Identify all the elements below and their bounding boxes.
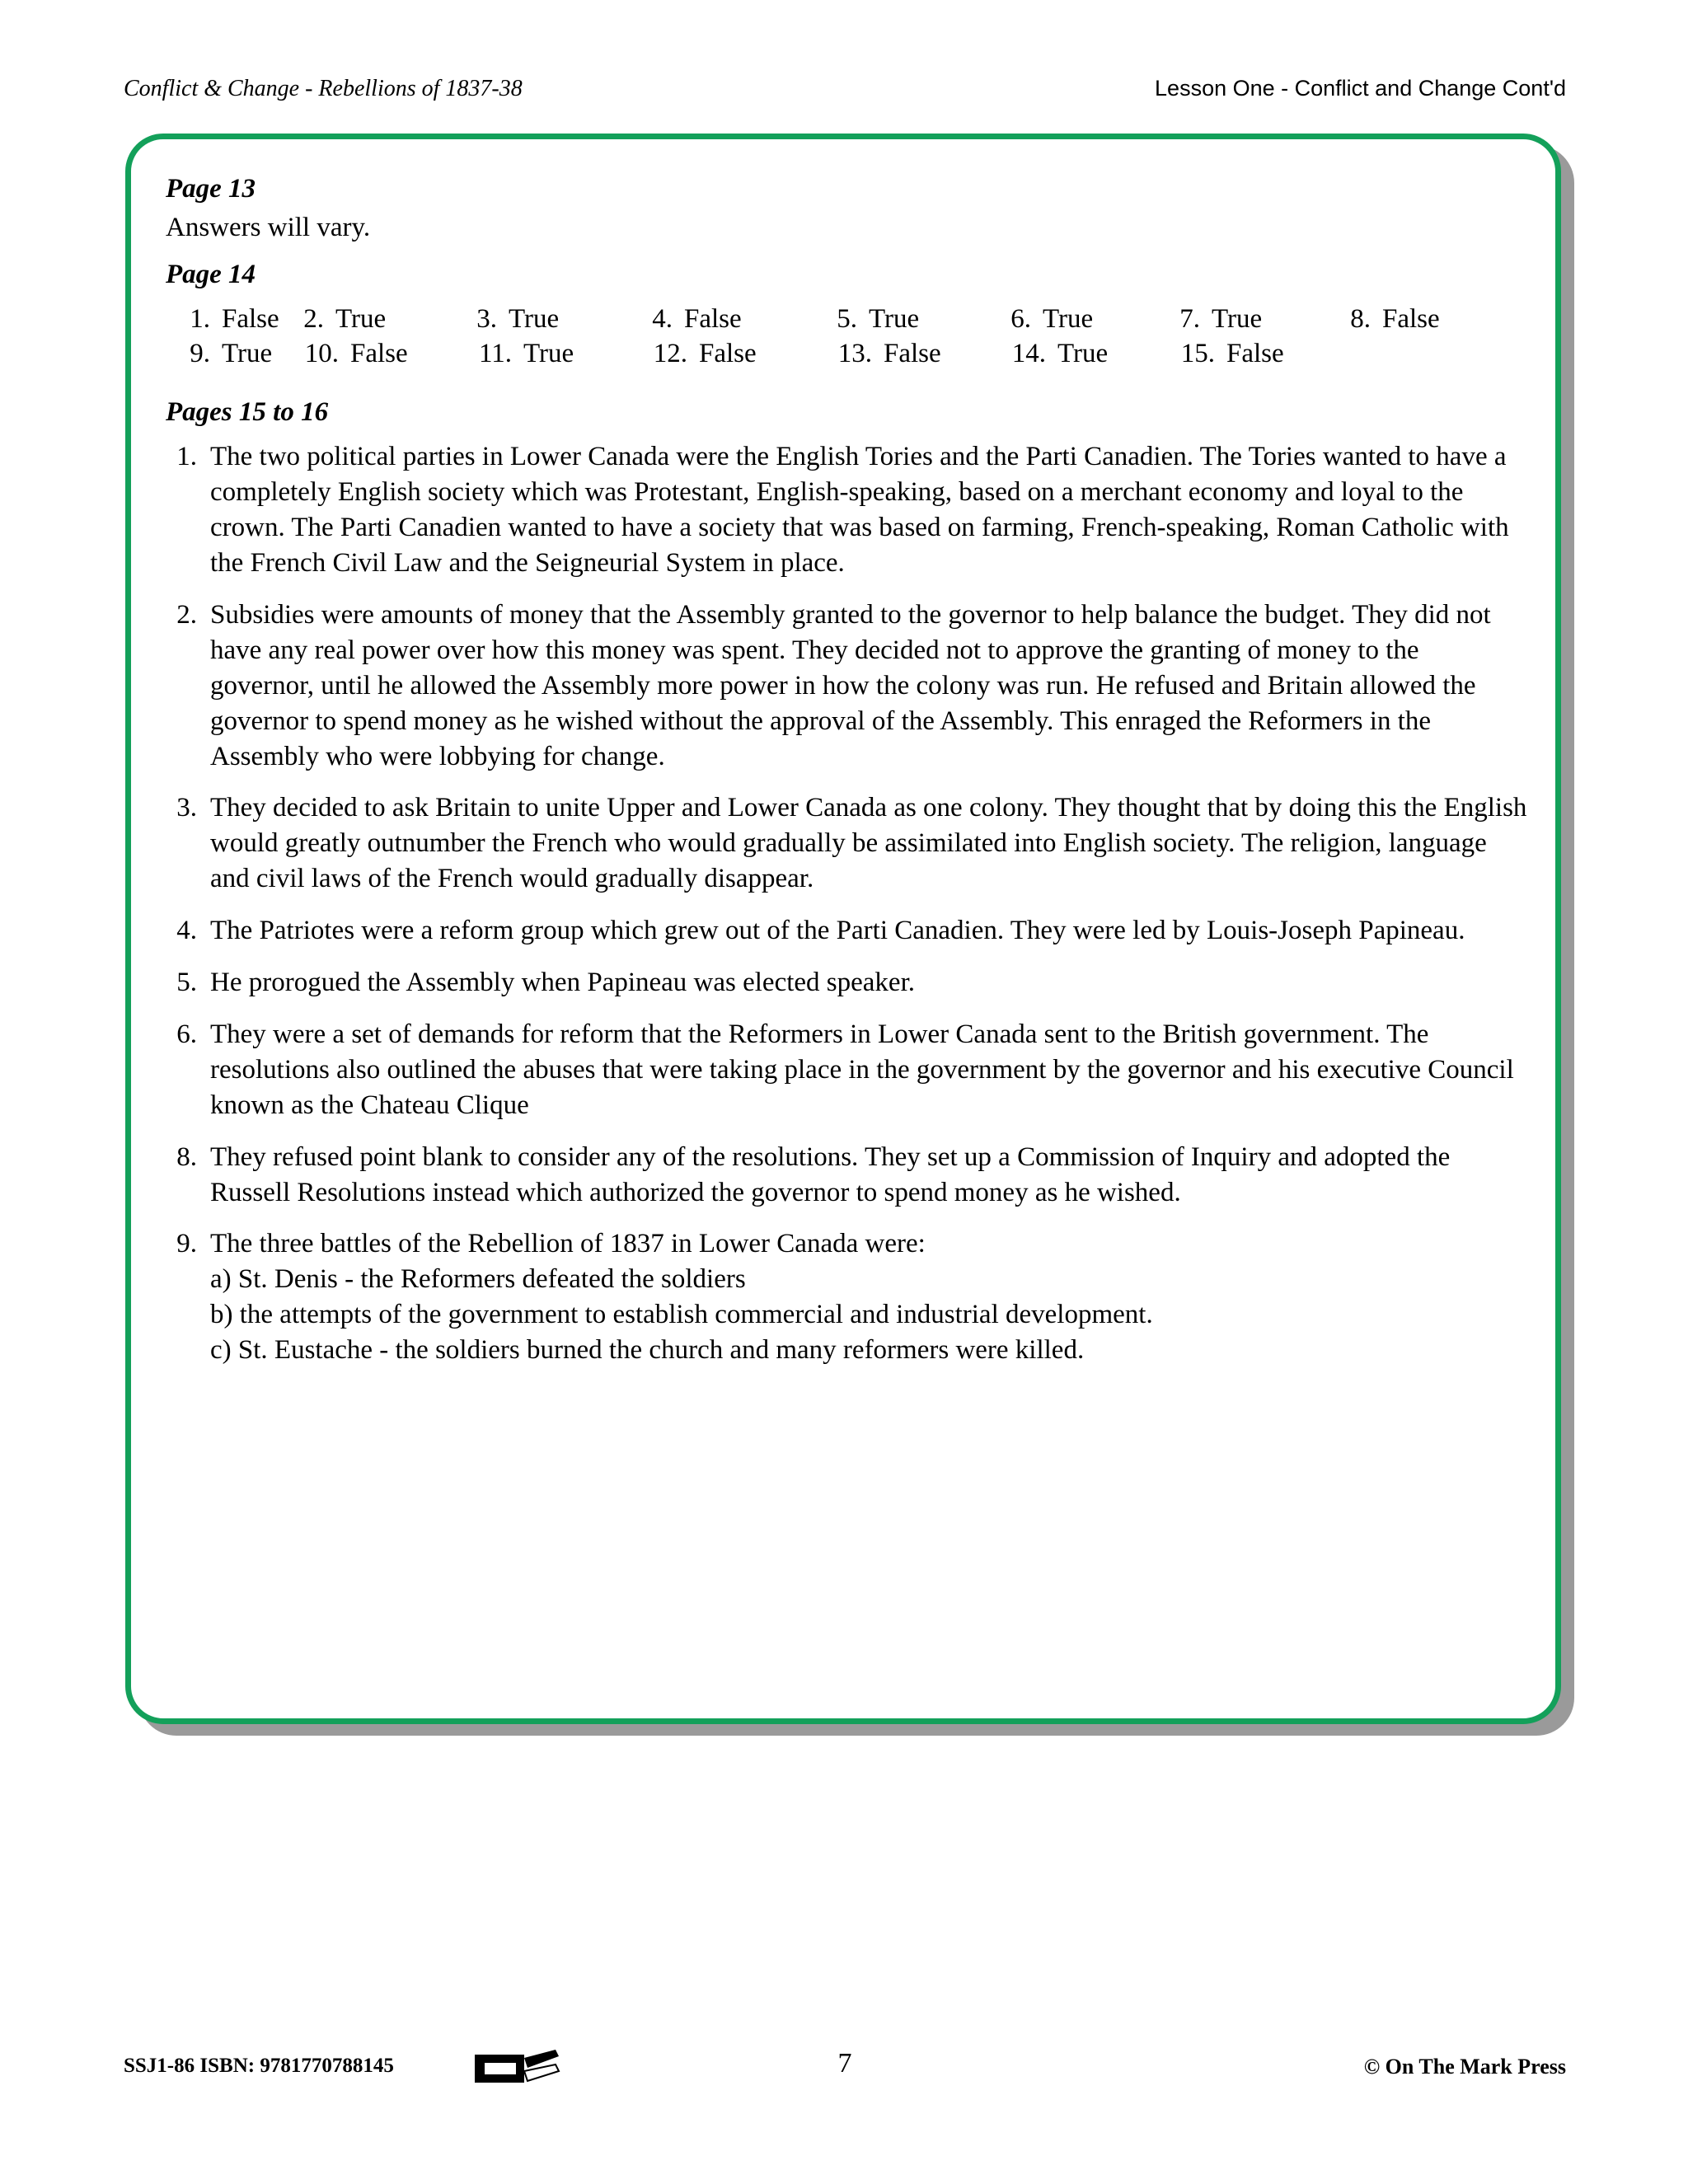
answer-number: 4. — [652, 304, 673, 334]
answer-value: True — [509, 304, 560, 334]
page-number: 7 — [837, 2048, 852, 2079]
answer-value: True — [1057, 339, 1109, 369]
answer-sub-a: a) St. Denis - the Reformers defeated the soldiers — [210, 1264, 746, 1295]
answer-number: 5. — [176, 968, 197, 998]
answer-value: True — [1043, 304, 1094, 334]
answer-number: 10. — [304, 339, 339, 369]
answer-number: 5. — [837, 304, 857, 334]
answer-cell — [1172, 302, 1343, 336]
answer-number: 1. — [176, 442, 197, 472]
answer-number: 7. — [1179, 304, 1200, 334]
answer-cell — [645, 336, 829, 371]
answer-number: 8. — [1350, 304, 1371, 334]
answer-number: 8. — [176, 1141, 197, 1172]
answer-cell — [1172, 336, 1284, 371]
answer-value: False — [884, 339, 941, 369]
answer-value: False — [699, 339, 757, 369]
answer-number: 1. — [190, 304, 210, 334]
answer-value: True — [523, 339, 574, 369]
page-footer — [124, 2046, 1566, 2096]
answer-sub-c: c) St. Eustache - the soldiers burned the church and many reformers were killed. — [210, 1335, 1085, 1366]
answer-number: 9. — [190, 339, 210, 369]
answer-text: He prorogued the Assembly when Papineau was elected speaker. — [210, 968, 915, 998]
answer-value: False — [222, 304, 279, 334]
true-false-answer-grid — [182, 302, 1527, 371]
header-left-title: Conflict & Change - Rebellions of 1837-38 — [124, 76, 523, 101]
answer-cell — [645, 302, 829, 336]
answer-number: 15. — [1180, 339, 1215, 369]
answer-number: 9. — [176, 1229, 197, 1259]
list-item — [162, 1140, 1527, 1211]
answer-cell — [296, 302, 469, 336]
answer-sub-b: b) the attempts of the government to establish commercial and industrial development. — [210, 1300, 1153, 1330]
answer-cell — [1003, 336, 1172, 371]
section-title-page-13: Page 13 — [166, 174, 256, 204]
answer-number: 3. — [476, 304, 497, 334]
answer-text: The Patriotes were a reform group which grew out of the Parti Canadien. They were led by Louis-Joseph Papineau. — [210, 916, 1465, 946]
answer-cell — [182, 336, 296, 371]
answer-number: 3. — [176, 793, 197, 823]
list-item — [162, 1017, 1527, 1123]
footer-isbn: SSJ1-86 ISBN: 9781770788145 — [124, 2055, 394, 2077]
page-13-answer-text: Answers will vary. — [166, 213, 371, 242]
list-item — [162, 913, 1527, 949]
list-item — [162, 965, 1527, 1001]
answer-list — [162, 439, 1527, 1367]
running-head — [124, 76, 1566, 102]
answer-number: 4. — [176, 916, 197, 946]
answer-cell — [1343, 302, 1440, 336]
answer-cell — [1003, 302, 1172, 336]
answer-value: False — [1382, 304, 1440, 334]
answer-number: 6. — [1010, 304, 1031, 334]
answer-text-block — [210, 1226, 1527, 1368]
answer-number: 13. — [837, 339, 872, 369]
answer-text: The three battles of the Rebellion of 1837 in Lower Canada were: — [210, 1229, 926, 1259]
answer-cell — [829, 336, 1003, 371]
answer-cell — [182, 302, 296, 336]
answer-box — [125, 134, 1561, 1724]
answer-cell — [829, 302, 1003, 336]
answer-number: 14. — [1011, 339, 1046, 369]
footer-copyright: © On The Mark Press — [1363, 2055, 1566, 2079]
section-title-pages-15-16: Pages 15 to 16 — [166, 397, 329, 428]
answer-number: 11. — [478, 339, 512, 369]
section-title-page-14: Page 14 — [166, 260, 256, 289]
answer-cell — [469, 302, 645, 336]
answer-number: 2. — [176, 600, 197, 630]
header-right-title: Lesson One - Conflict and Change Cont'd — [1155, 76, 1566, 101]
answer-value: True — [1212, 304, 1263, 334]
answer-cell — [296, 336, 469, 371]
answer-number: 2. — [303, 304, 324, 334]
list-item — [162, 790, 1527, 897]
answer-text: They decided to ask Britain to unite Upper and Lower Canada as one colony. They thought that by doing this the English would greatly outnumber the French who would gradually be assimilated into English society. The religion, language and civil laws of the French would gradually disappear. — [210, 793, 1527, 894]
answer-value: False — [684, 304, 742, 334]
answer-text: They refused point blank to consider any of the resolutions. They set up a Commission of Inquiry and adopted the Russell Resolutions instead which authorized the governor to spend money as he wished. — [210, 1141, 1451, 1207]
answer-text: The two political parties in Lower Canada were the English Tories and the Parti Canadien. The Tories wanted to have a completely English society which was Protestant, English-speaking, based on a merchant economy and loyal to the crown. The Parti Canadien wanted to have a society that was based on farming, French-speaking, Roman Catholic with the French Civil Law and the Seigneurial System in place. — [210, 442, 1509, 579]
answer-cell — [469, 336, 645, 371]
list-item — [162, 1226, 1527, 1368]
answer-text: They were a set of demands for reform that the Reformers in Lower Canada sent to the British government. The resolutions also outlined the abuses that were taking place in the government by the governor and his executive Council known as the Chateau Clique — [210, 1019, 1514, 1120]
answer-value: False — [350, 339, 408, 369]
list-item — [162, 439, 1527, 581]
list-item — [162, 598, 1527, 774]
true-false-row-2 — [182, 336, 1527, 371]
answer-value: True — [869, 304, 920, 334]
answer-number: 12. — [653, 339, 687, 369]
answer-value: True — [222, 339, 273, 369]
answer-number: 6. — [176, 1019, 197, 1049]
answer-value: False — [1226, 339, 1284, 369]
answer-text: Subsidies were amounts of money that the Assembly granted to the governor to help balance the budget. They did not have any real power over how this money was spent. They decided not to approve the granting of money to the governor, until he allowed the Assembly more power in how the colony was run. He refused and Britain allowed the governor to spend money as he wished without the approval of the Assembly. This enraged the Reformers in the Assembly who were lobbying for change. — [210, 600, 1491, 771]
answer-value: True — [335, 304, 387, 334]
true-false-row-1 — [182, 302, 1527, 336]
